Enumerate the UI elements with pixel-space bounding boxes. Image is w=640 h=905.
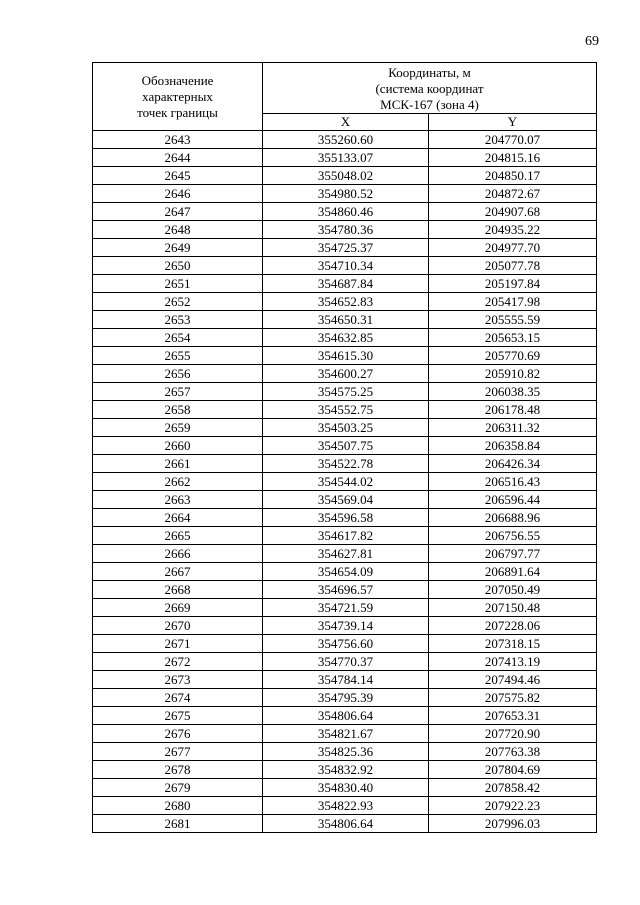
page-number: 69 [585,34,599,49]
table-row [93,311,597,329]
point-id-cell: 2674 [93,689,263,707]
table-row [93,725,597,743]
y-coordinate-cell: 205910.82 [429,365,597,383]
table-row [93,689,597,707]
x-coordinate-cell: 354552.75 [263,401,429,419]
point-id-cell: 2667 [93,563,263,581]
y-coordinate-cell: 206596.44 [429,491,597,509]
table-row [93,509,597,527]
x-coordinate-cell: 354795.39 [263,689,429,707]
x-coordinate-cell: 354821.67 [263,725,429,743]
x-coordinate-cell: 354710.34 [263,257,429,275]
x-coordinate-cell: 354507.75 [263,437,429,455]
table-row [93,257,597,275]
x-coordinate-cell: 354822.93 [263,797,429,815]
y-coordinate-cell: 206516.43 [429,473,597,491]
y-coordinate-cell: 207318.15 [429,635,597,653]
point-id-cell: 2661 [93,455,263,473]
point-id-cell: 2660 [93,437,263,455]
point-id-cell: 2651 [93,275,263,293]
x-coordinate-cell: 354739.14 [263,617,429,635]
x-coordinate-cell: 355260.60 [263,131,429,149]
x-coordinate-cell: 354652.83 [263,293,429,311]
x-coordinate-cell: 354980.52 [263,185,429,203]
y-coordinate-cell: 207228.06 [429,617,597,635]
y-coordinate-cell: 207720.90 [429,725,597,743]
x-coordinate-cell: 354617.82 [263,527,429,545]
y-coordinate-cell: 207922.23 [429,797,597,815]
y-coordinate-cell: 207575.82 [429,689,597,707]
y-coordinate-cell: 204907.68 [429,203,597,221]
y-coordinate-cell: 206688.96 [429,509,597,527]
x-coordinate-cell: 354575.25 [263,383,429,401]
x-coordinate-cell: 354569.04 [263,491,429,509]
point-id-cell: 2649 [93,239,263,257]
table-row [93,671,597,689]
point-id-cell: 2670 [93,617,263,635]
x-coordinate-cell: 354544.02 [263,473,429,491]
y-coordinate-cell: 206797.77 [429,545,597,563]
table-row [93,149,597,167]
table-row [93,221,597,239]
x-coordinate-cell: 354654.09 [263,563,429,581]
point-designation-header: Обозначение характерных точек границы [93,63,263,131]
point-id-cell: 2676 [93,725,263,743]
point-id-cell: 2680 [93,797,263,815]
table-body [93,131,597,833]
table-row [93,617,597,635]
point-id-cell: 2679 [93,779,263,797]
x-column-header: X [263,114,429,131]
x-coordinate-cell: 354503.25 [263,419,429,437]
point-id-cell: 2657 [93,383,263,401]
coordinates-header: Координаты, м (система координат МСК-167 (зона 4) [263,63,597,114]
x-coordinate-cell: 354860.46 [263,203,429,221]
point-id-cell: 2644 [93,149,263,167]
x-coordinate-cell: 354632.85 [263,329,429,347]
table-row [93,815,597,833]
y-coordinate-cell: 207653.31 [429,707,597,725]
table-row [93,185,597,203]
point-id-cell: 2675 [93,707,263,725]
point-id-cell: 2646 [93,185,263,203]
table-row [93,491,597,509]
y-coordinate-cell: 204935.22 [429,221,597,239]
x-coordinate-cell: 354784.14 [263,671,429,689]
y-coordinate-cell: 206038.35 [429,383,597,401]
point-id-cell: 2662 [93,473,263,491]
point-id-cell: 2654 [93,329,263,347]
point-id-cell: 2655 [93,347,263,365]
y-coordinate-cell: 205653.15 [429,329,597,347]
y-coordinate-cell: 207413.19 [429,653,597,671]
point-id-cell: 2665 [93,527,263,545]
point-id-cell: 2663 [93,491,263,509]
coordinates-table [92,62,597,833]
table-row [93,419,597,437]
y-coordinate-cell: 207050.49 [429,581,597,599]
point-id-cell: 2652 [93,293,263,311]
y-coordinate-cell: 204815.16 [429,149,597,167]
y-column-header: Y [429,114,597,131]
table-row [93,563,597,581]
table-row [93,473,597,491]
table-row [93,167,597,185]
x-coordinate-cell: 354770.37 [263,653,429,671]
table-row [93,293,597,311]
x-coordinate-cell: 354627.81 [263,545,429,563]
point-id-cell: 2645 [93,167,263,185]
point-id-cell: 2643 [93,131,263,149]
x-coordinate-cell: 354806.64 [263,815,429,833]
point-id-cell: 2672 [93,653,263,671]
table-row [93,239,597,257]
y-coordinate-cell: 204770.07 [429,131,597,149]
x-coordinate-cell: 355133.07 [263,149,429,167]
y-coordinate-cell: 207996.03 [429,815,597,833]
x-coordinate-cell: 354650.31 [263,311,429,329]
x-coordinate-cell: 354721.59 [263,599,429,617]
point-id-cell: 2648 [93,221,263,239]
table-row [93,761,597,779]
table-row [93,581,597,599]
point-id-cell: 2666 [93,545,263,563]
table-row [93,743,597,761]
y-coordinate-cell: 207150.48 [429,599,597,617]
y-coordinate-cell: 206311.32 [429,419,597,437]
x-coordinate-cell: 355048.02 [263,167,429,185]
point-id-cell: 2668 [93,581,263,599]
y-coordinate-cell: 205555.59 [429,311,597,329]
table-row [93,365,597,383]
table-row [93,527,597,545]
point-id-cell: 2669 [93,599,263,617]
table-row [93,455,597,473]
y-coordinate-cell: 204850.17 [429,167,597,185]
point-id-cell: 2681 [93,815,263,833]
table-row [93,779,597,797]
point-id-cell: 2671 [93,635,263,653]
y-coordinate-cell: 205417.98 [429,293,597,311]
x-coordinate-cell: 354615.30 [263,347,429,365]
y-coordinate-cell: 207494.46 [429,671,597,689]
x-coordinate-cell: 354600.27 [263,365,429,383]
y-coordinate-cell: 207804.69 [429,761,597,779]
table-row [93,653,597,671]
table-row [93,347,597,365]
point-id-cell: 2664 [93,509,263,527]
y-coordinate-cell: 205077.78 [429,257,597,275]
table-row [93,635,597,653]
y-coordinate-cell: 206891.64 [429,563,597,581]
y-coordinate-cell: 204977.70 [429,239,597,257]
point-id-cell: 2658 [93,401,263,419]
x-coordinate-cell: 354596.58 [263,509,429,527]
table-row [93,545,597,563]
x-coordinate-cell: 354832.92 [263,761,429,779]
table-row [93,383,597,401]
y-coordinate-cell: 207858.42 [429,779,597,797]
point-id-cell: 2650 [93,257,263,275]
table-row [93,437,597,455]
x-coordinate-cell: 354696.57 [263,581,429,599]
y-coordinate-cell: 204872.67 [429,185,597,203]
point-id-cell: 2647 [93,203,263,221]
point-id-cell: 2673 [93,671,263,689]
x-coordinate-cell: 354780.36 [263,221,429,239]
x-coordinate-cell: 354522.78 [263,455,429,473]
y-coordinate-cell: 206756.55 [429,527,597,545]
point-id-cell: 2659 [93,419,263,437]
y-coordinate-cell: 207763.38 [429,743,597,761]
table-row [93,707,597,725]
point-id-cell: 2678 [93,761,263,779]
x-coordinate-cell: 354756.60 [263,635,429,653]
x-coordinate-cell: 354830.40 [263,779,429,797]
point-id-cell: 2656 [93,365,263,383]
y-coordinate-cell: 205197.84 [429,275,597,293]
x-coordinate-cell: 354725.37 [263,239,429,257]
y-coordinate-cell: 206426.34 [429,455,597,473]
y-coordinate-cell: 206358.84 [429,437,597,455]
x-coordinate-cell: 354687.84 [263,275,429,293]
x-coordinate-cell: 354825.36 [263,743,429,761]
point-id-cell: 2677 [93,743,263,761]
table-row [93,797,597,815]
table-row [93,131,597,149]
x-coordinate-cell: 354806.64 [263,707,429,725]
table-row [93,599,597,617]
y-coordinate-cell: 206178.48 [429,401,597,419]
table-row [93,203,597,221]
point-id-cell: 2653 [93,311,263,329]
table-row [93,401,597,419]
y-coordinate-cell: 205770.69 [429,347,597,365]
table-row [93,275,597,293]
table-row [93,329,597,347]
